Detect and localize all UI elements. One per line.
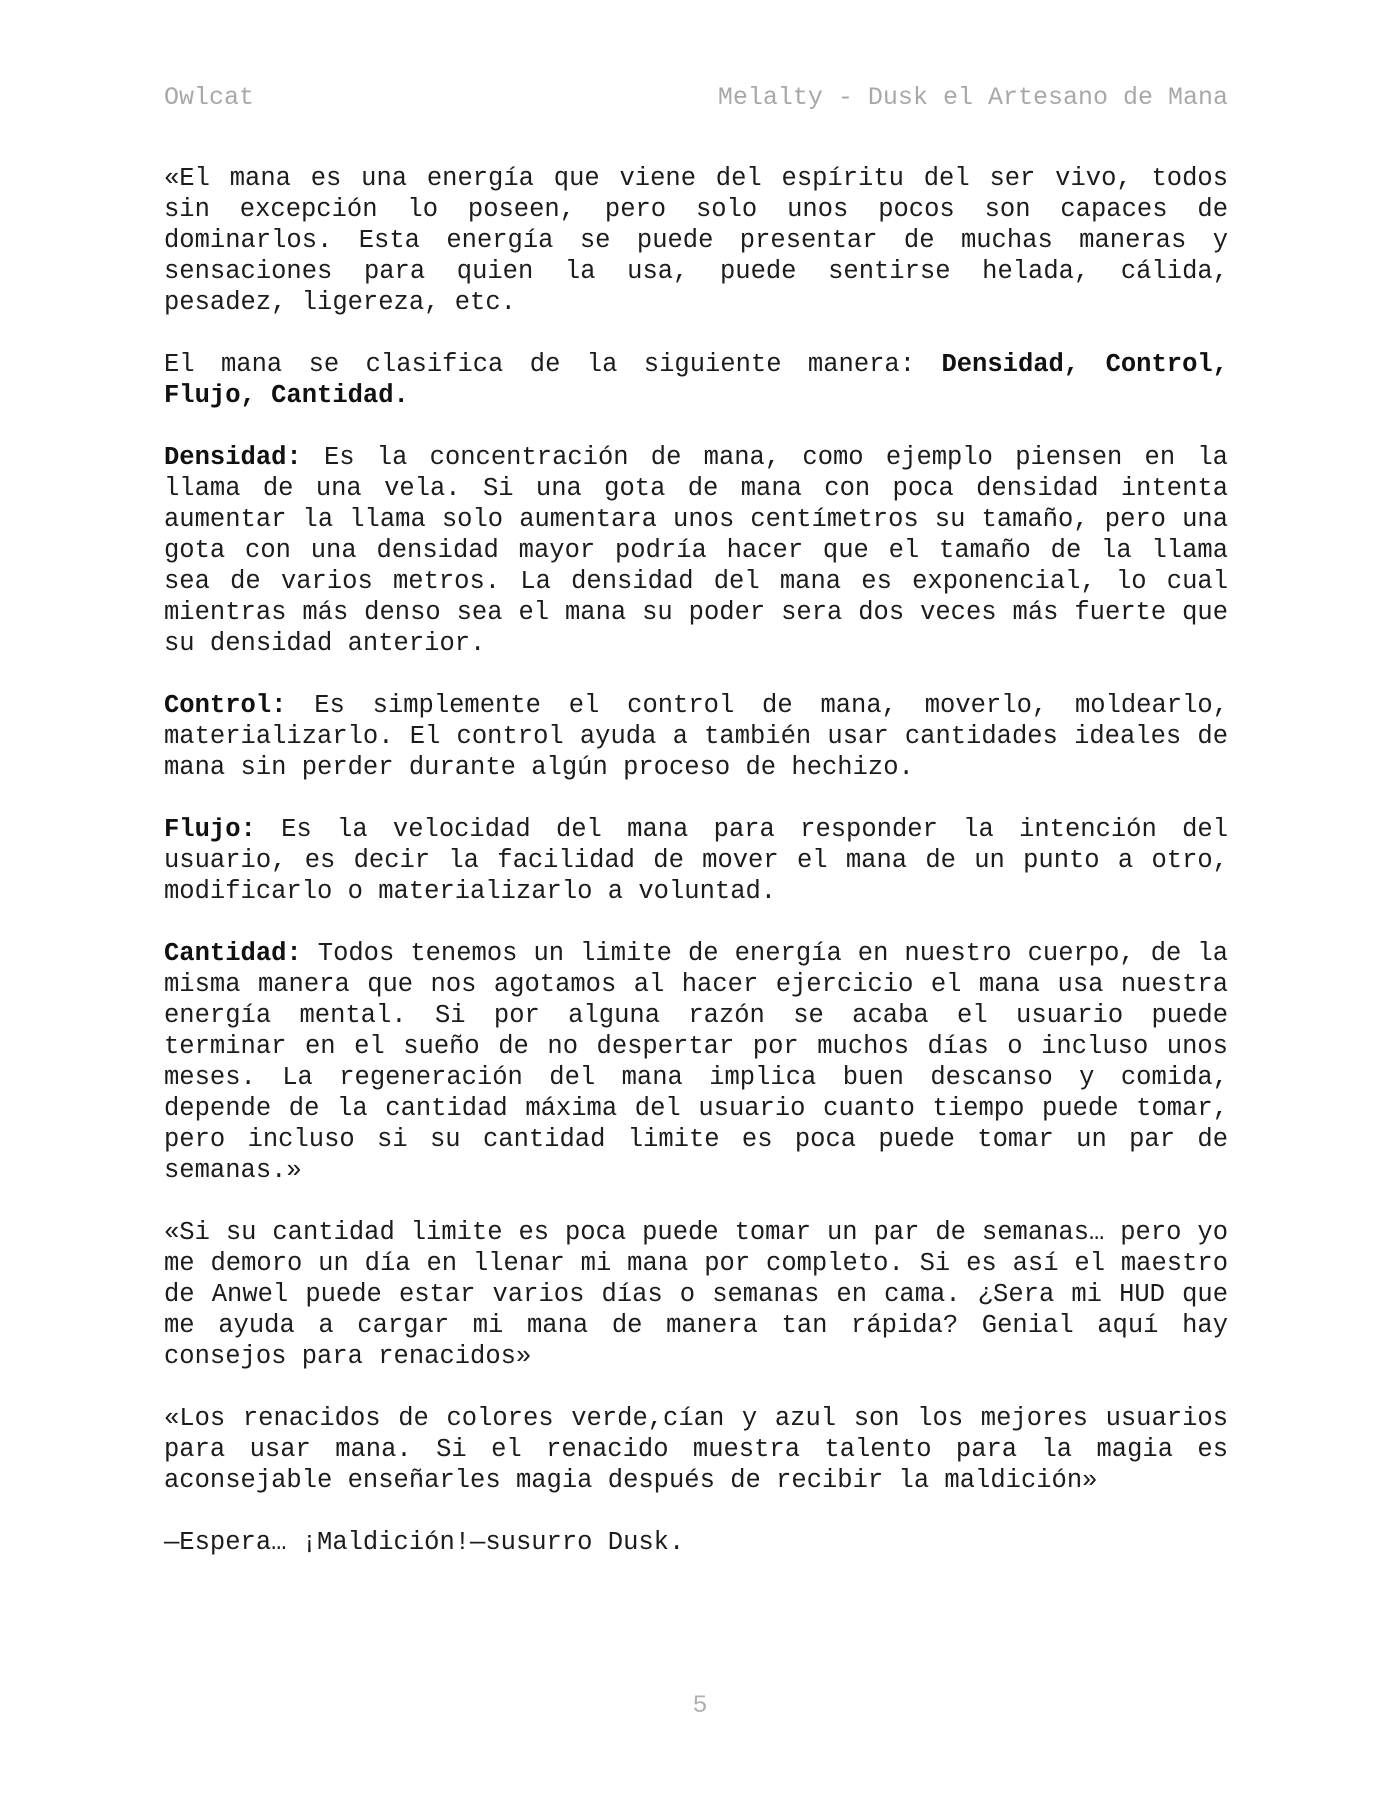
paragraph-text: «El mana es una energía que viene del espíritu del ser vivo, todos sin excepción lo poseen, pero solo unos pocos son capaces de dominarlos. Esta energía se puede presentar de muchas maneras y sensaciones para quien la usa, puede sentirse helada, cálida, pesadez, ligereza, etc. <box>164 164 1228 317</box>
term-densidad: Densidad: <box>164 443 302 472</box>
paragraph-reborn-advice <box>164 1403 1228 1496</box>
paragraph-mana-intro <box>164 163 1228 318</box>
paragraph-flujo <box>164 814 1228 907</box>
paragraph-classification <box>164 349 1228 411</box>
page-number: 5 <box>692 1691 708 1720</box>
header-author: Owlcat <box>164 83 255 112</box>
page-body <box>164 163 1228 1558</box>
page-header <box>164 82 1228 113</box>
paragraph-text: —Espera… ¡Maldición!—susurro Dusk. <box>164 1528 685 1557</box>
paragraph-text: «Los renacidos de colores verde,cían y azul son los mejores usuarios para usar mana. Si el renacido muestra talento para la magia es aconsejable enseñarles magia después de recibir la maldición» <box>164 1404 1228 1495</box>
paragraph-cantidad <box>164 938 1228 1186</box>
term-control: Control: <box>164 691 287 720</box>
classification-list: Densidad, Control, Flujo, Cantidad. <box>164 350 1228 410</box>
paragraph-control <box>164 690 1228 783</box>
header-title: Melalty - Dusk el Artesano de Mana <box>717 83 1228 112</box>
definition-densidad: Es la concentración de mana, como ejemplo piensen en la llama de una vela. Si una gota de mana con poca densidad intenta aumentar la llama solo aumentara unos centímetros su tamaño, pero una gota con una densidad mayor podría hacer que el tamaño de la llama sea de varios metros. La densidad del mana es exponencial, lo cual mientras más denso sea el mana su poder sera dos veces más fuerte que su densidad anterior. <box>164 443 1228 658</box>
paragraph-dialogue <box>164 1527 1228 1558</box>
paragraph-recovery-thought <box>164 1217 1228 1372</box>
term-flujo: Flujo: <box>164 815 256 844</box>
definition-control: Es simplemente el control de mana, moverlo, moldearlo, materializarlo. El control ayuda a también usar cantidades ideales de mana sin perder durante algún proceso de hechizo. <box>164 691 1228 782</box>
paragraph-densidad <box>164 442 1228 659</box>
definition-flujo: Es la velocidad del mana para responder la intención del usuario, es decir la facilidad de mover el mana de un punto a otro, modificarlo o materializarlo a voluntad. <box>164 815 1228 906</box>
term-cantidad: Cantidad: <box>164 939 302 968</box>
paragraph-text: «Si su cantidad limite es poca puede tomar un par de semanas… pero yo me demoro un día en llenar mi mana por completo. Si es así el maestro de Anwel puede estar varios días o semanas en cama. ¿Sera mi HUD que me ayuda a cargar mi mana de manera tan rápida? Genial aquí hay consejos para renacidos» <box>164 1218 1228 1371</box>
paragraph-text: El mana se clasifica de la siguiente manera: <box>164 350 942 379</box>
definition-cantidad: Todos tenemos un limite de energía en nuestro cuerpo, de la misma manera que nos agotamos al hacer ejercicio el mana usa nuestra energía mental. Si por alguna razón se acaba el usuario puede terminar en el sueño de no despertar por muchos días o incluso unos meses. La regeneración del mana implica buen descanso y comida, depende de la cantidad máxima del usuario cuanto tiempo puede tomar, pero incluso si su cantidad limite es poca puede tomar un par de semanas.» <box>164 939 1228 1185</box>
